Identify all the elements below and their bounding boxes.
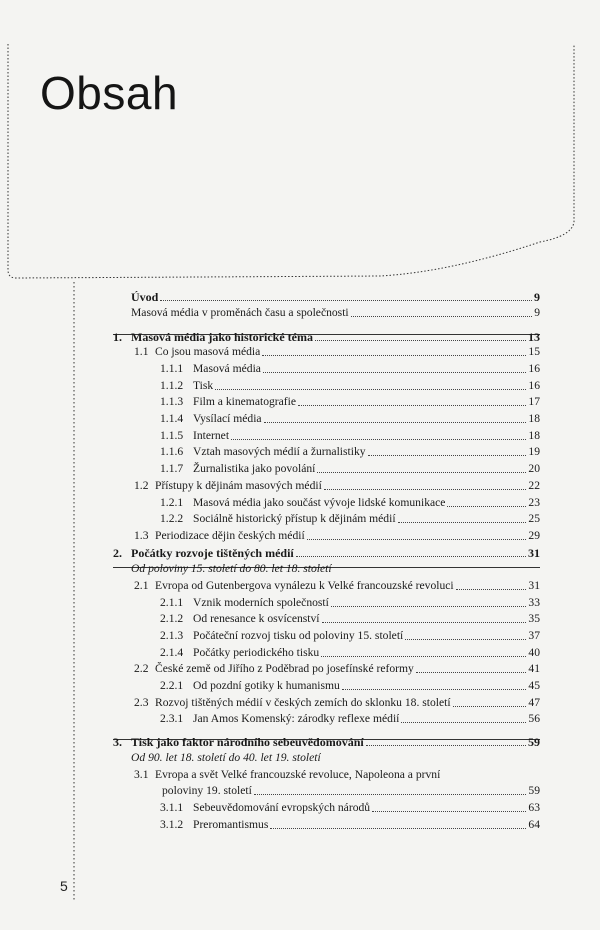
toc-entry[interactable] <box>162 782 540 798</box>
toc-entry-number: 2.1.2 <box>160 612 184 625</box>
toc-entry-title: Počátky rozvoje tištěných médií <box>131 546 294 560</box>
toc-entry-number: 3.1 <box>134 768 149 781</box>
dot-leader <box>351 316 533 317</box>
toc-entry-number: 1. <box>113 330 122 344</box>
toc-entry-page: 17 <box>528 395 540 408</box>
toc-entry-title: Úvod <box>131 290 159 304</box>
dot-leader <box>324 489 527 490</box>
toc-entry-page: 35 <box>528 612 540 625</box>
toc-entry-number: 1.1.6 <box>160 445 184 458</box>
toc-entry[interactable] <box>113 328 540 344</box>
toc-entry-title: Periodizace dějin českých médií <box>155 529 305 542</box>
toc-entry[interactable] <box>134 527 540 543</box>
toc-entry[interactable] <box>134 766 540 782</box>
toc-entry-page: 18 <box>528 429 540 442</box>
toc-entry[interactable] <box>160 510 540 526</box>
toc-entry[interactable] <box>131 749 540 765</box>
dot-leader <box>331 606 527 607</box>
toc-entry-number: 2.1.1 <box>160 596 184 609</box>
dot-leader <box>307 539 527 540</box>
dot-leader <box>366 745 526 746</box>
toc-entry[interactable] <box>160 627 540 643</box>
toc-entry[interactable] <box>160 377 540 393</box>
dot-leader <box>317 472 526 473</box>
page-title: Obsah <box>40 67 179 119</box>
toc-entry-title: poloviny 19. století <box>162 784 252 797</box>
toc-entry-title: Vztah masových médií a žurnalistiky <box>193 445 366 458</box>
toc-entry-page: 19 <box>528 445 540 458</box>
toc-entry[interactable] <box>160 816 540 832</box>
toc-entry-number: 1.1.7 <box>160 462 184 475</box>
toc-entry[interactable] <box>134 577 540 593</box>
toc-entry[interactable] <box>160 710 540 726</box>
toc-entry-page: 37 <box>528 629 540 642</box>
toc-entry[interactable] <box>131 288 540 304</box>
toc-entry-number: 3. <box>113 735 122 749</box>
toc-entry-title: Jan Amos Komenský: zárodky reflexe médií <box>193 712 400 725</box>
toc-entry-number: 1.1.2 <box>160 379 184 392</box>
toc-entry-title: Internet <box>193 429 230 442</box>
toc-entry[interactable] <box>160 494 540 510</box>
toc-entry-page: 31 <box>528 579 540 592</box>
toc-entry[interactable] <box>131 560 540 576</box>
toc-entry-page: 25 <box>528 512 540 525</box>
toc-entry-title: České země od Jiřího z Poděbrad po josefínské reformy <box>155 662 414 675</box>
toc-entry[interactable] <box>160 460 540 476</box>
toc-entry-number: 1.1.5 <box>160 429 184 442</box>
dot-leader <box>315 340 526 341</box>
toc-entry[interactable] <box>160 443 540 459</box>
toc-entry-title: Co jsou masová média <box>155 345 261 358</box>
toc-entry[interactable] <box>160 644 540 660</box>
dot-leader <box>215 389 526 390</box>
toc-entry-title: Evropa od Gutenbergova vynálezu k Velké francouzské revoluci <box>155 579 454 592</box>
page-number: 5 <box>60 878 68 894</box>
dot-leader <box>254 794 527 795</box>
toc-entry[interactable] <box>160 677 540 693</box>
dot-leader <box>398 522 527 523</box>
toc-entry-page: 59 <box>528 735 540 749</box>
toc-entry-page: 56 <box>528 712 540 725</box>
toc-entry-number: 2.1.3 <box>160 629 184 642</box>
toc-entry-title: Rozvoj tištěných médií v českých zemích do sklonku 18. století <box>155 696 451 709</box>
toc-entry-number: 1.1.3 <box>160 395 184 408</box>
toc-entry[interactable] <box>160 393 540 409</box>
toc-entry-number: 2.3 <box>134 696 149 709</box>
dot-leader <box>262 355 526 356</box>
toc-entry-title: Tisk <box>193 379 214 392</box>
dot-leader <box>322 622 527 623</box>
toc-entry-page: 31 <box>528 546 540 560</box>
toc-entry-page: 9 <box>534 290 540 304</box>
toc-entry-page: 29 <box>528 529 540 542</box>
toc-entry-title: Sociálně historický přístup k dějinám médií <box>193 512 396 525</box>
toc-entry-title: Žurnalistika jako povolání <box>193 462 316 475</box>
toc-entry-number: 1.1.4 <box>160 412 184 425</box>
dot-leader <box>416 672 527 673</box>
toc-entry-number: 3.1.2 <box>160 818 184 831</box>
toc-entry[interactable] <box>113 544 540 560</box>
dot-leader <box>372 811 526 812</box>
toc-entry[interactable] <box>160 360 540 376</box>
toc-entry[interactable] <box>160 427 540 443</box>
toc-entry-title: Film a kinematografie <box>193 395 297 408</box>
toc-entry-number: 2.1 <box>134 579 149 592</box>
toc-entry-title: Počáteční rozvoj tisku od poloviny 15. století <box>193 629 404 642</box>
dot-leader <box>160 300 532 301</box>
toc-entry-title: Vznik moderních společností <box>193 596 329 609</box>
toc-entry-page: 23 <box>528 496 540 509</box>
toc-entry-page: 15 <box>528 345 540 358</box>
toc-entry-number: 2.1.4 <box>160 646 184 659</box>
toc-entry-page: 40 <box>528 646 540 659</box>
toc-entry-title: Preromantismus <box>193 818 269 831</box>
toc-entry[interactable] <box>134 694 540 710</box>
toc-entry[interactable] <box>134 660 540 676</box>
toc-entry-title: Evropa a svět Velké francouzské revoluce, Napoleona a první <box>155 768 441 781</box>
toc-entry-page: 16 <box>528 362 540 375</box>
dot-leader <box>231 439 526 440</box>
dot-leader <box>298 405 526 406</box>
toc-entry-title: Od 90. let 18. století do 40. let 19. století <box>131 751 321 764</box>
toc-entry-number: 2.2 <box>134 662 149 675</box>
dot-leader <box>456 589 527 590</box>
dot-leader <box>270 828 526 829</box>
toc-entry-page: 22 <box>528 479 540 492</box>
toc-entry-number: 1.1.1 <box>160 362 184 375</box>
toc-entry-title: Od pozdní gotiky k humanismu <box>193 679 340 692</box>
toc-entry-page: 20 <box>528 462 540 475</box>
toc-entry-page: 18 <box>528 412 540 425</box>
toc-entry[interactable] <box>134 343 540 359</box>
toc-entry-page: 16 <box>528 379 540 392</box>
toc-entry[interactable] <box>134 477 540 493</box>
toc-entry[interactable] <box>160 799 540 815</box>
toc-entry-number: 1.2.2 <box>160 512 184 525</box>
toc-entry-title: Tisk jako faktor národního sebeuvědomování <box>131 735 364 749</box>
dot-leader <box>264 422 527 423</box>
toc-entry-title: Masová média v proměnách času a společnosti <box>131 306 349 319</box>
toc-entry-number: 2.3.1 <box>160 712 184 725</box>
toc-entry-page: 64 <box>528 818 540 831</box>
toc-entry-page: 47 <box>528 696 540 709</box>
toc-entry-title: Sebeuvědomování evropských národů <box>193 801 371 814</box>
toc-entry[interactable] <box>160 594 540 610</box>
toc-entry-page: 13 <box>528 330 540 344</box>
toc-entry-title: Od renesance k osvícenství <box>193 612 320 625</box>
toc-entry-number: 2.2.1 <box>160 679 184 692</box>
toc-entry-number: 1.2.1 <box>160 496 184 509</box>
toc-entry[interactable] <box>131 304 540 320</box>
toc-entry-title: Od poloviny 15. století do 80. let 18. století <box>131 562 332 575</box>
toc-entry[interactable] <box>160 410 540 426</box>
toc-entry[interactable] <box>160 610 540 626</box>
dot-leader <box>405 639 526 640</box>
toc-entry-page: 9 <box>534 306 540 319</box>
dot-leader <box>453 706 527 707</box>
toc-entry-title: Vysílací média <box>193 412 262 425</box>
toc-entry-page: 63 <box>528 801 540 814</box>
toc-entry-number: 1.1 <box>134 345 149 358</box>
dot-leader <box>368 455 527 456</box>
dot-leader <box>342 689 527 690</box>
toc-entry-page: 41 <box>528 662 540 675</box>
dot-leader <box>447 506 526 507</box>
toc-entry-page: 59 <box>528 784 540 797</box>
toc-entry-title: Masová média jako historické téma <box>131 330 313 344</box>
toc-entry-title: Masová média <box>193 362 261 375</box>
toc-entry-number: 1.3 <box>134 529 149 542</box>
toc-entry-title: Počátky periodického tisku <box>193 646 320 659</box>
dot-leader <box>296 556 526 557</box>
toc-entry[interactable] <box>113 733 540 749</box>
toc-entry-page: 45 <box>528 679 540 692</box>
toc-entry-number: 3.1.1 <box>160 801 184 814</box>
toc-entry-title: Masová média jako součást vývoje lidské komunikace <box>193 496 446 509</box>
toc-entry-title: Přístupy k dějinám masových médií <box>155 479 322 492</box>
toc-entry-number: 2. <box>113 546 122 560</box>
dot-leader <box>263 372 526 373</box>
dot-leader <box>321 656 526 657</box>
toc-entry-number: 1.2 <box>134 479 149 492</box>
dot-leader <box>401 722 526 723</box>
toc-entry-page: 33 <box>528 596 540 609</box>
